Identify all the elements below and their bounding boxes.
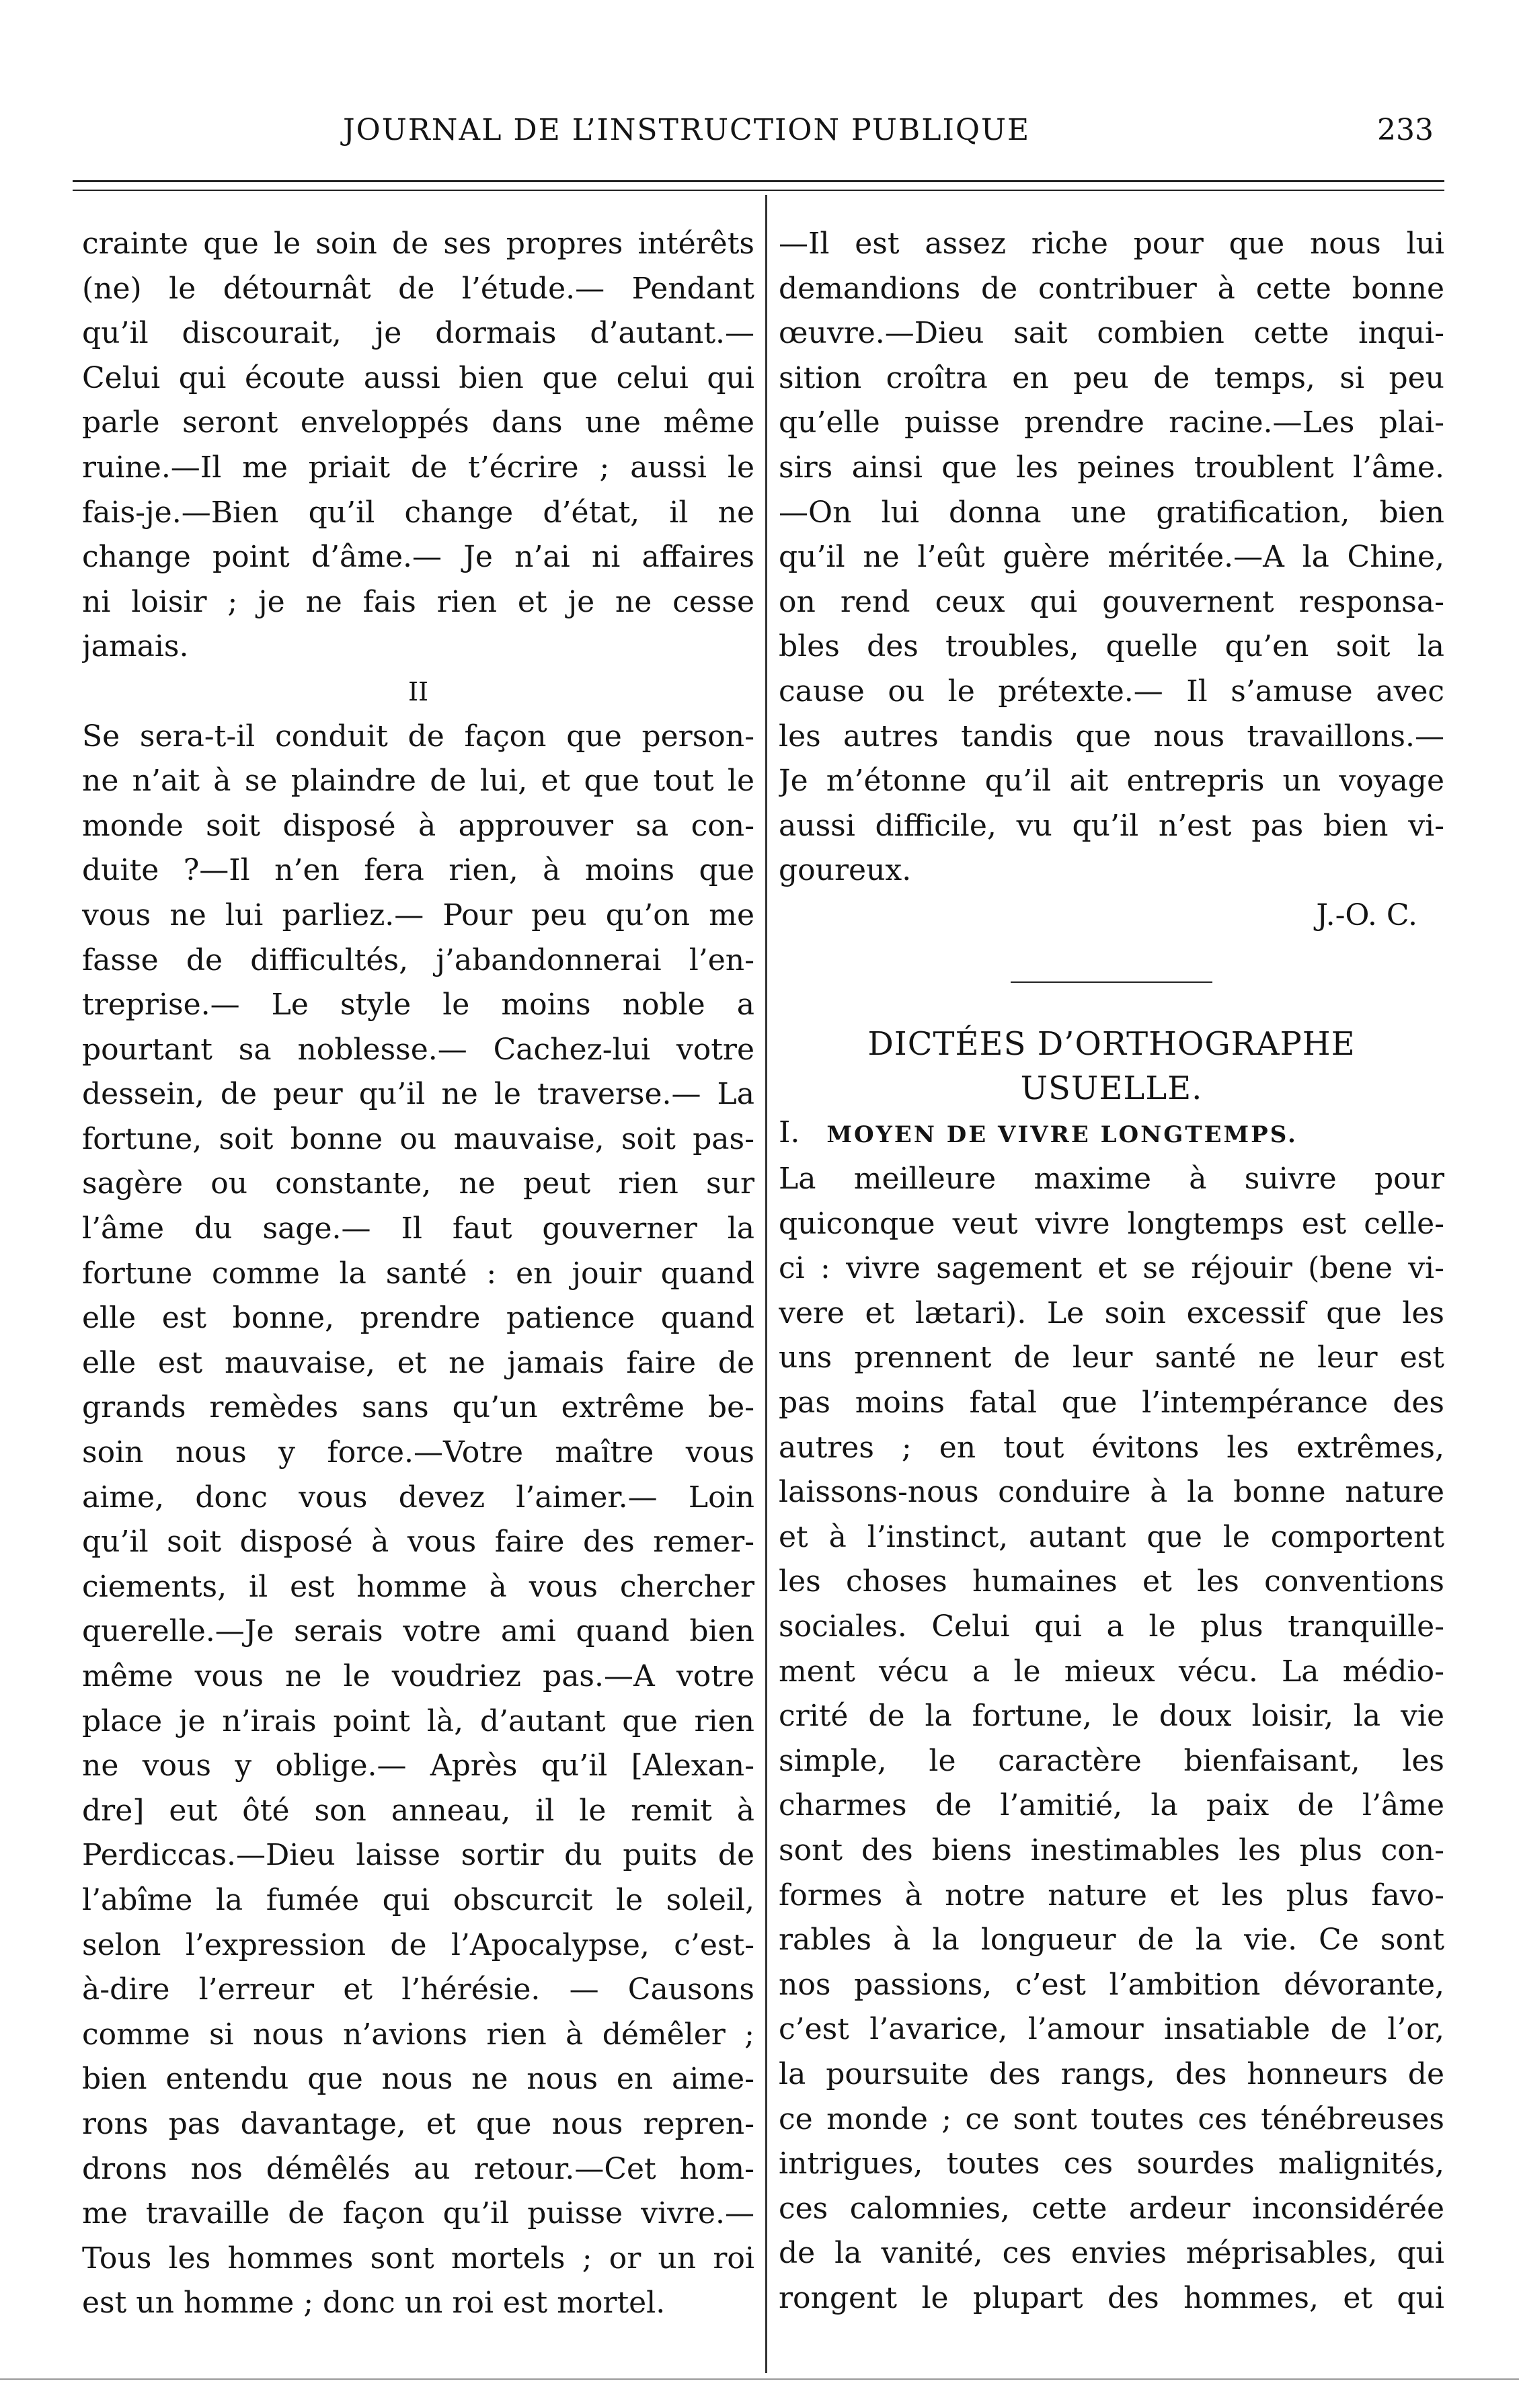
text-line: rables à la longueur de la vie. Ce sont [779,1923,1444,1958]
text-line: les choses humaines et les conventions [779,1564,1444,1599]
signature: J.-O. C. [1316,897,1417,932]
text-line: de la vanité, ces envies méprisables, qui [779,2236,1444,2271]
text-line: qu’il discourait, je dormais d’autant.— [82,316,754,351]
text-line: ce monde ; ce sont toutes ces ténébreuses [779,2101,1444,2136]
text-line: sition croîtra en peu de temps, si peu [779,360,1444,395]
text-line: laissons-nous conduire à la bonne nature [779,1475,1444,1510]
text-line: l’âme du sage.— Il faut gouverner la [82,1211,754,1246]
text-line: Perdiccas.—Dieu laisse sortir du puits de [82,1838,754,1873]
text-line: cause ou le prétexte.— Il s’amuse avec [779,674,1444,709]
text-line: sagère ou constante, ne peut rien sur [82,1166,754,1201]
section-title-line-2: USUELLE. [1020,1069,1203,1107]
section-title-line-1: DICTÉES D’ORTHOGRAPHE [867,1025,1356,1063]
text-line: ciements, il est homme à vous chercher [82,1569,754,1604]
text-line: selon l’expression de l’Apocalypse, c’est- [82,1927,754,1962]
text-line: place je n’irais point là, d’autant que rien [82,1703,754,1738]
column-divider [765,195,767,2373]
subheading-number: I. [779,1115,800,1150]
text-line: uns prennent de leur santé ne leur est [779,1340,1444,1375]
text-line: aussi difficile, vu qu’il n’est pas bien vi- [779,808,1444,843]
page-header [0,113,1519,167]
text-line: sirs ainsi que les peines troublent l’âme. [779,450,1444,485]
text-line: monde soit disposé à approuver sa con- [82,808,754,843]
text-line: qu’il ne l’eût guère méritée.—A la Chine, [779,540,1444,575]
text-line: même vous ne le voudriez pas.—A votre [82,1659,754,1693]
text-line: fortune, soit bonne ou mauvaise, soit pas- [82,1121,754,1156]
text-line: fais-je.—Bien qu’il change d’état, il ne [82,495,754,530]
subheading [779,1111,1444,1158]
running-title: JOURNAL DE L’INSTRUCTION PUBLIQUE [343,113,1031,147]
text-line: et à l’instinct, autant que le comportent [779,1519,1444,1554]
text-line: (ne) le détournât de l’étude.— Pendant [82,271,754,306]
text-line: simple, le caractère bienfaisant, les [779,1743,1444,1778]
page-number: 233 [1377,113,1434,147]
text-line: vous ne lui parliez.— Pour peu qu’on me [82,897,754,932]
text-line: Tous les hommes sont mortels ; or un roi [82,2241,754,2276]
text-line: drons nos démêlés au retour.—Cet hom- [82,2151,754,2186]
right-paragraph-2 [779,1157,1444,2321]
header-rule [73,180,1444,182]
text-line: fasse de difficultés, j’abandonnerai l’en- [82,942,754,977]
section-number: II [407,676,429,707]
text-line: fortune comme la santé : en jouir quand [82,1256,754,1291]
text-line: à-dire l’erreur et l’hérésie. — Causons [82,1972,754,2007]
text-line: ne vous y oblige.— Après qu’il [Alexan- [82,1749,754,1783]
text-line: parle seront enveloppés dans une même [82,405,754,440]
text-line: duite ?—Il n’en fera rien, à moins que [82,853,754,888]
text-line: elle est bonne, prendre patience quand [82,1301,754,1336]
text-line: les autres tandis que nous travaillons.— [779,719,1444,754]
text-line: ces calomnies, cette ardeur inconsidérée [779,2191,1444,2226]
text-line: —Il est assez riche pour que nous lui [779,227,1444,261]
text-line: œuvre.—Dieu sait combien cette inqui- [779,316,1444,351]
left-paragraph-2 [82,715,754,2326]
text-line: l’abîme la fumée qui obscurcit le soleil, [82,1882,754,1917]
text-line: jamais. [82,629,189,664]
text-line: on rend ceux qui gouvernent responsa- [779,584,1444,619]
left-paragraph-1 [82,222,754,670]
text-line: pas moins fatal que l’intempérance des [779,1386,1444,1420]
text-line: formes à notre nature et les plus favo- [779,1878,1444,1913]
text-line: ni loisir ; je ne fais rien et je ne cesse [82,584,754,619]
text-line: ci : vivre sagement et se réjouir (bene vi- [779,1251,1444,1286]
text-line: vere et lætari). Le soin excessif que les [779,1295,1444,1330]
text-line: —On lui donna une gratification, bien [779,495,1444,530]
section-separator [1011,981,1212,983]
text-line: aime, donc vous devez l’aimer.— Loin [82,1480,754,1515]
text-line: autres ; en tout évitons les extrêmes, [779,1430,1444,1465]
text-line: goureux. [779,853,912,888]
subheading-text: MOYEN DE VIVRE LONGTEMPS. [826,1121,1298,1148]
text-line: Je m’étonne qu’il ait entrepris un voyage [779,764,1444,799]
text-line: bles des troubles, quelle qu’en soit la [779,629,1444,664]
text-line: La meilleure maxime à suivre pour [779,1162,1444,1197]
left-column [82,222,754,2326]
right-paragraph-1 [779,222,1444,893]
text-line: la poursuite des rangs, des honneurs de [779,2056,1444,2091]
text-line: treprise.— Le style le moins noble a [82,988,754,1022]
text-line: rongent le plupart des hommes, et qui [779,2280,1444,2315]
text-line: elle est mauvaise, et ne jamais faire de [82,1345,754,1380]
text-line: qu’elle puisse prendre racine.—Les plai- [779,405,1444,440]
right-column [779,222,1444,2321]
text-line: sont des biens inestimables les plus con- [779,1833,1444,1868]
bottom-edge-rule [0,2378,1519,2380]
text-line: grands remèdes sans qu’un extrême be- [82,1390,754,1425]
text-line: intrigues, toutes ces sourdes malignités, [779,2146,1444,2181]
text-line: soin nous y force.—Votre maître vous [82,1435,754,1470]
text-line: crité de la fortune, le doux loisir, la vie [779,1699,1444,1734]
text-line: change point d’âme.— Je n’ai ni affaires [82,540,754,575]
text-line: charmes de l’amitié, la paix de l’âme [779,1788,1444,1823]
text-line: crainte que le soin de ses propres intérêts [82,227,754,261]
header-rule-double [73,190,1444,191]
text-line: Se sera-t-il conduit de façon que person- [82,719,754,754]
text-line: sociales. Celui qui a le plus tranquille- [779,1609,1444,1644]
text-line: ruine.—Il me priait de t’écrire ; aussi le [82,450,754,485]
text-line: rons pas davantage, et que nous repren- [82,2106,754,2141]
text-line: pourtant sa noblesse.— Cachez-lui votre [82,1032,754,1067]
text-line: nos passions, c’est l’ambition dévorante, [779,1967,1444,2002]
text-line: me travaille de façon qu’il puisse vivre.— [82,2196,754,2231]
text-line: c’est l’avarice, l’amour insatiable de l’or, [779,2012,1444,2047]
text-line: ne n’ait à se plaindre de lui, et que tout le [82,764,754,799]
text-line: querelle.—Je serais votre ami quand bien [82,1614,754,1649]
text-line: demandions de contribuer à cette bonne [779,271,1444,306]
text-line: dre] eut ôté son anneau, il le remit à [82,1793,754,1828]
text-line: ment vécu a le mieux vécu. La médio- [779,1654,1444,1689]
text-line: qu’il soit disposé à vous faire des remer- [82,1525,754,1560]
text-line: est un homme ; donc un roi est mortel. [82,2286,666,2321]
text-line: bien entendu que nous ne nous en aime- [82,2062,754,2097]
text-line: quiconque veut vivre longtemps est celle- [779,1206,1444,1241]
text-line: dessein, de peur qu’il ne le traverse.— La [82,1077,754,1112]
text-line: comme si nous n’avions rien à démêler ; [82,2017,754,2052]
section-title [779,1022,1444,1111]
text-line: Celui qui écoute aussi bien que celui qui [82,360,754,395]
